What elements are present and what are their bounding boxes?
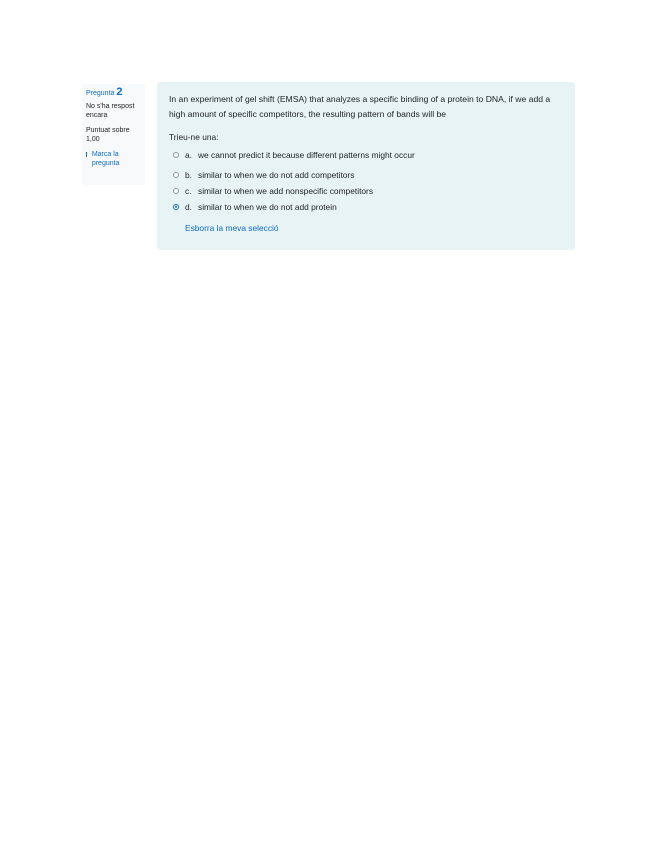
radio-button-d[interactable] [173, 204, 179, 210]
answer-option-d[interactable] [169, 199, 563, 215]
answer-text: similar to when we do not add protein [198, 202, 337, 212]
question-info-panel [82, 84, 145, 185]
flag-question-link[interactable] [86, 150, 145, 168]
answer-prompt: Trieu-ne una: [169, 132, 219, 142]
answer-letter: a. [185, 150, 192, 160]
question-grade: Puntuat sobre 1,00 [86, 127, 130, 143]
answer-text: we cannot predict it because different patterns might occur [198, 150, 415, 160]
answer-option-b[interactable] [169, 167, 563, 183]
question-content-panel [157, 82, 575, 250]
question-number-heading [86, 88, 145, 98]
answer-letter: d. [185, 202, 192, 212]
flag-question-label: Marca la pregunta [91, 151, 120, 167]
question-state: No s'ha respost encara [86, 103, 135, 119]
radio-button-c[interactable] [173, 188, 179, 194]
answer-option-a[interactable] [169, 147, 563, 163]
answer-text: similar to when we add nonspecific competitors [198, 186, 374, 196]
question-text: In an experiment of gel shift (EMSA) that analyzes a specific binding of a protein to DNA, if we add a high amount of specific competitors, the resulting pattern of bands will be [169, 94, 551, 119]
radio-button-b[interactable] [173, 172, 179, 178]
answer-option-c[interactable] [169, 183, 563, 199]
flag-icon [86, 152, 90, 157]
question-number: 2 [116, 86, 123, 98]
answer-text: similar to when we do not add competitors [198, 170, 355, 180]
question-label: Pregunta [86, 90, 115, 97]
answer-letter: c. [185, 186, 192, 196]
clear-choice-link[interactable]: Esborra la meva selecció [185, 223, 279, 233]
answer-letter: b. [185, 170, 192, 180]
radio-button-a[interactable] [173, 152, 179, 158]
